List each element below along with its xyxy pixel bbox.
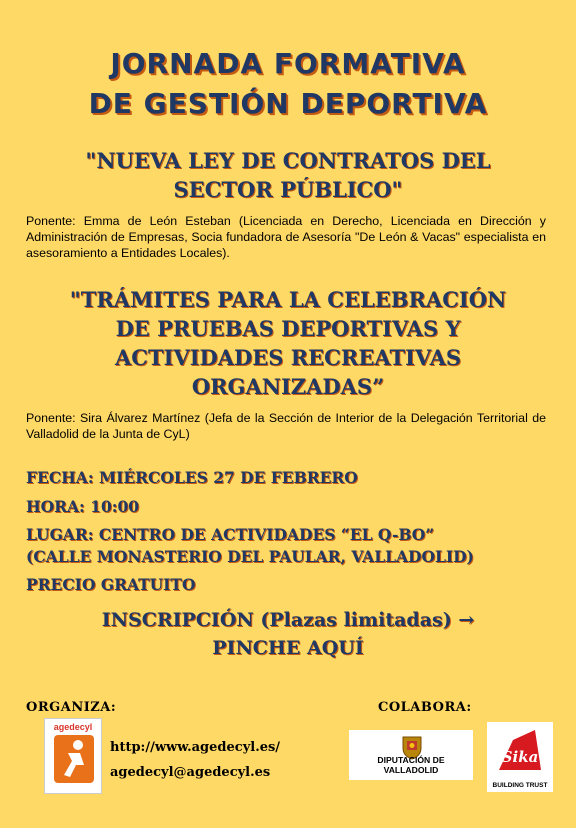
registration-line-2[interactable]: PINCHE AQUÍ xyxy=(212,637,364,659)
talk-2-speaker-label: Ponente: xyxy=(26,411,76,425)
agedecyl-logo xyxy=(44,718,102,794)
talk-1-title-line-1: "NUEVA LEY DE CONTRATOS DEL xyxy=(85,148,491,173)
talk-2-speaker-text: Sira Álvarez Martínez (Jefa de la Sección de Interior de la Delegación Territorial de Valladolid de la Junta de CyL) xyxy=(26,411,546,441)
diputacion-logo xyxy=(349,730,473,780)
event-place-line-2: (CALLE MONASTERIO DEL PAULAR, VALLADOLID) xyxy=(26,547,474,566)
sika-logo xyxy=(487,722,553,792)
event-details xyxy=(26,467,474,596)
talk-2-title-line-2: DE PRUEBAS DEPORTIVAS Y xyxy=(115,316,461,341)
page-title xyxy=(0,44,576,124)
title-line-2: DE GESTIÓN DEPORTIVA xyxy=(88,87,488,120)
talk-1-speaker xyxy=(26,213,546,261)
registration-line-1[interactable]: INSCRIPCIÓN (Plazas limitadas) → xyxy=(101,609,475,631)
talk-2-title xyxy=(0,285,576,401)
runner-icon xyxy=(54,735,94,783)
sika-tagline: BUILDING TRUST xyxy=(492,782,548,789)
title-line-1: JORNADA FORMATIVA xyxy=(110,47,466,80)
talk-1-speaker-text: Emma de León Esteban (Licenciada en Derecho, Licenciada en Dirección y Administración de Empresas, Socia fundadora de Asesoría "De León & Vacas" especialista en asesoramiento a Entidades Locales). xyxy=(26,214,546,260)
website-link[interactable]: http://www.agedecyl.es/ xyxy=(110,740,281,755)
event-time: HORA: 10:00 xyxy=(26,497,140,516)
talk-2-title-line-3: ACTIVIDADES RECREATIVAS xyxy=(114,345,462,370)
event-date: FECHA: MIÉRCOLES 27 DE FEBRERO xyxy=(26,468,358,487)
talk-2-title-line-1: "TRÁMITES PARA LA CELEBRACIÓN xyxy=(69,287,507,312)
agedecyl-logo-text: agedecyl xyxy=(53,722,93,732)
registration-link[interactable] xyxy=(0,606,576,662)
talk-1-title xyxy=(0,146,576,204)
event-place-line-1: LUGAR: CENTRO DE ACTIVIDADES “EL Q-BO” xyxy=(26,525,435,544)
sika-logo-text: Sika xyxy=(501,748,539,766)
email-link[interactable]: agedecyl@agedecyl.es xyxy=(110,765,271,780)
organiza-label: ORGANIZA: xyxy=(26,700,117,715)
sika-triangle-icon xyxy=(495,726,545,774)
event-price: PRECIO GRATUITO xyxy=(26,575,196,594)
talk-2-speaker xyxy=(26,410,546,442)
talk-1-title-line-2: SECTOR PÚBLICO" xyxy=(173,177,403,202)
talk-1-speaker-label: Ponente: xyxy=(26,214,76,228)
colabora-label: COLABORA: xyxy=(378,700,472,715)
talk-2-title-line-4: ORGANIZADAS” xyxy=(191,374,385,399)
diputacion-logo-text: DIPUTACIÓN DE VALLADOLID xyxy=(377,755,445,775)
